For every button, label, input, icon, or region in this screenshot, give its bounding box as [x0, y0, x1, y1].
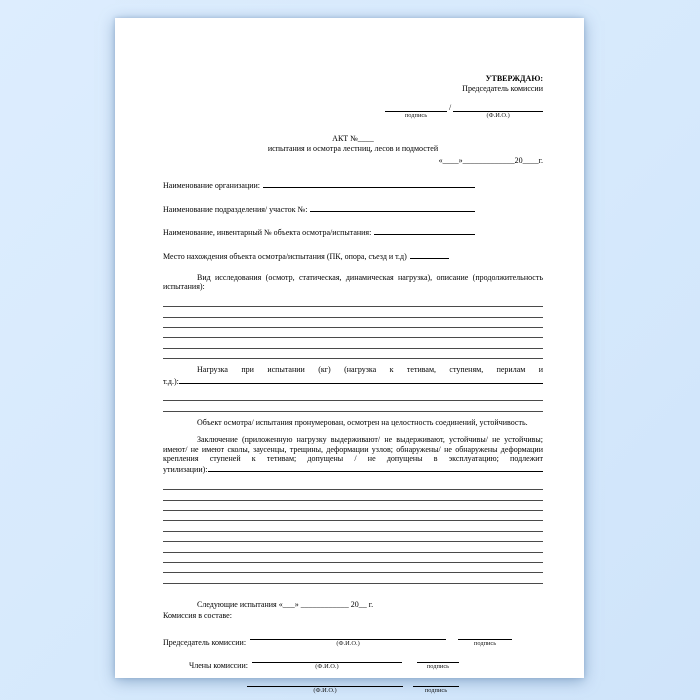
load-paragraph-line2-label: т.д.): — [163, 376, 179, 386]
field-subdivision-label: Наименование подразделения/ участок №: — [163, 204, 308, 214]
approve-signature-line — [385, 102, 447, 112]
blank-write-line — [163, 349, 543, 359]
field-subdivision — [163, 203, 475, 215]
blank-write-line — [163, 521, 543, 531]
chairman-label: Председатель комиссии: — [163, 637, 247, 647]
blank-write-line — [163, 553, 543, 563]
member1-fio-caption: (Ф.И.О.) — [315, 662, 339, 670]
research-blank-lines — [163, 297, 543, 359]
conclusion-line4-label: утилизации): — [163, 465, 208, 475]
blank-write-line — [163, 490, 543, 500]
field-location-label: Место нахождения объекта осмотра/испытания (ПК, опора, съезд и т.д) — [163, 251, 407, 261]
signature-rows — [163, 630, 543, 695]
conclusion-paragraph — [163, 435, 543, 475]
field-location-line — [410, 250, 449, 259]
blank-write-line — [163, 328, 543, 338]
signature-row-member2 — [243, 677, 543, 695]
blank-write-line — [163, 391, 543, 401]
load-paragraph-line2 — [163, 375, 543, 386]
chairman-sign-line — [458, 630, 512, 640]
chairman-sign-caption: подпись — [473, 639, 497, 647]
chairman-fio-caption: (Ф.И.О.) — [336, 639, 360, 647]
header-fields — [163, 179, 543, 262]
field-organization-line — [263, 179, 475, 188]
signature-row-chairman — [163, 630, 543, 648]
load-paragraph-line1: Нагрузка при испытании (кг) (нагрузка к тетивам, ступеням, перилам и — [197, 365, 543, 375]
blank-write-line — [163, 297, 543, 307]
act-subtitle: испытания и осмотра лестниц, лесов и подмостей — [267, 144, 439, 153]
member2-fio-caption: (Ф.И.О.) — [313, 686, 337, 694]
document-page — [115, 18, 584, 694]
approve-title: УТВЕРЖДАЮ: — [485, 74, 543, 83]
member1-sign-caption: подпись — [426, 662, 450, 670]
conclusion-fill-line — [208, 463, 544, 472]
blank-write-line — [163, 318, 543, 328]
field-inventory-number-label: Наименование, инвентарный № объекта осмотра/испытания: — [163, 228, 372, 237]
next-tests-line: Следующие испытания «___» ____________ 20__ г. — [197, 599, 374, 609]
conclusion-line4 — [163, 463, 543, 474]
blank-write-line — [163, 401, 543, 411]
act-number-title: АКТ №____ — [332, 134, 374, 143]
conclusion-line2: имеют/ не имеют сколы, заусенцы, трещины, деформации узлов; обнаружены/ не обнаружены деформации — [163, 444, 543, 454]
blank-write-line — [163, 563, 543, 573]
member1-sign-line — [417, 653, 459, 663]
blank-write-line — [163, 542, 543, 552]
object-statement: Объект осмотра/ испытания пронумерован, осмотрен на целостность соединений, устойчивость. — [197, 417, 528, 427]
load-fill-line — [179, 375, 543, 384]
blank-write-line — [163, 338, 543, 348]
member2-sign-caption: подпись — [424, 686, 448, 694]
blank-write-line — [163, 573, 543, 583]
load-blank-lines — [163, 391, 543, 412]
signature-row-member1 — [189, 653, 543, 671]
blank-write-line — [163, 480, 543, 490]
chairman-fio-line — [250, 630, 446, 640]
blank-write-line — [163, 501, 543, 511]
field-inventory-number — [163, 226, 475, 238]
member1-fio-line — [252, 653, 402, 663]
conclusion-line3: крепления ступеней к тетивам; допущены / не допущены в эксплуатацию; подлежит — [163, 453, 543, 463]
act-date-line: «____»_____________20____г. — [438, 156, 543, 165]
field-organization-label: Наименование организации: — [163, 181, 261, 190]
blank-write-line — [163, 532, 543, 542]
approve-signature-block — [385, 102, 543, 121]
field-organization — [163, 179, 475, 191]
members-label: Члены комиссии: — [189, 660, 248, 670]
signature-slash: / — [449, 103, 452, 112]
blank-write-line — [163, 511, 543, 521]
field-inventory-number-line — [374, 226, 475, 235]
conclusion-blank-lines — [163, 480, 543, 584]
member2-fio-line — [247, 677, 403, 687]
commission-heading: Комиссия в составе: — [163, 610, 232, 620]
approve-fio-caption: (Ф.И.О.) — [486, 112, 510, 119]
research-paragraph-line2: испытания): — [163, 282, 205, 292]
member2-sign-line — [413, 677, 459, 687]
field-subdivision-line — [310, 203, 475, 212]
conclusion-line1: Заключение (приложенную нагрузку выдерживают/ не выдерживают, устойчивы/ не устойчивы; — [197, 435, 543, 445]
blank-write-line — [163, 307, 543, 317]
approve-role: Председатель комиссии — [462, 84, 543, 93]
approve-fio-line — [453, 102, 543, 112]
approve-sign-caption: подпись — [404, 112, 428, 119]
research-paragraph-line1: Вид исследования (осмотр, статическая, динамическая нагрузка), описание (продолжительность — [197, 273, 543, 282]
field-location — [163, 250, 449, 262]
